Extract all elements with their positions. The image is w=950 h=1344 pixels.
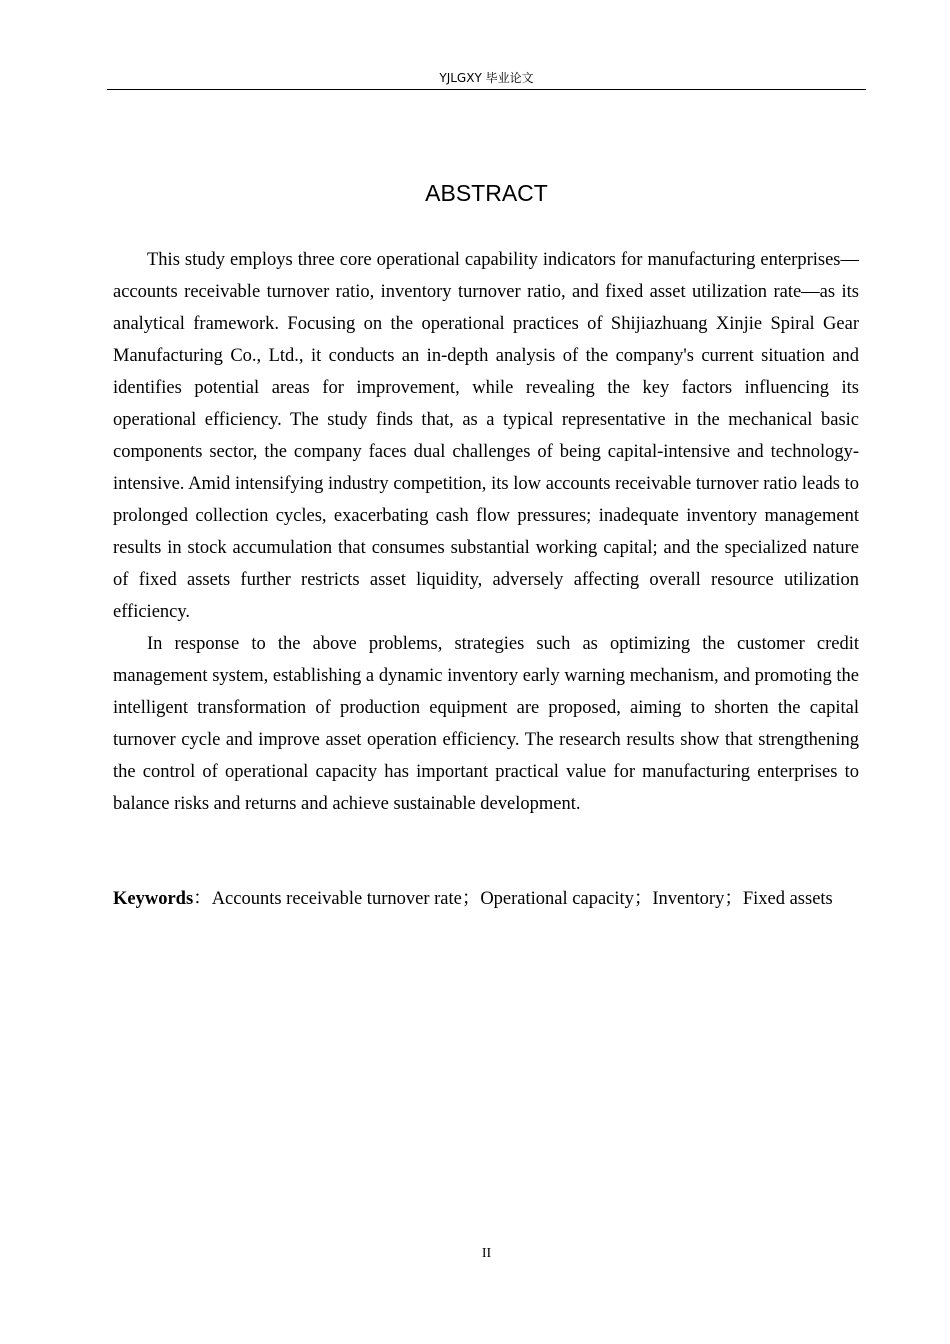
abstract-title: ABSTRACT [425,180,548,206]
abstract-paragraph-2: In response to the above problems, strategies such as optimizing the customer credit management system, establishing a dynamic inventory early warning mechanism, and promoting the intelligent transformation of production equipment are proposed, aiming to shorten the capital turnover cycle and improve asset operation efficiency. The research results show that strengthening the control of operational capacity has important practical value for manufacturing enterprises to balance risks and returns and achieve sustainable development. [113,634,859,814]
keywords-line [113,883,873,915]
abstract-body [113,244,859,820]
running-header: YJLGXY 毕业论文 [107,68,866,90]
keywords-label: Keywords [113,889,194,909]
keywords-separator: ： [193,889,212,909]
keywords-text: Accounts receivable turnover rate；Operational capacity；Inventory；Fixed assets [211,889,833,909]
page-number: II [481,1246,492,1261]
abstract-paragraph-1: This study employs three core operational capability indicators for manufacturing enterprises—accounts receivable turnover ratio, inventory turnover ratio, and fixed asset utilization rate—as its analytical framework. Focusing on the operational practices of Shijiazhuang Xinjie Spiral Gear Manufacturing Co., Ltd., it conducts an in-depth analysis of the company's current situation and identifies potential areas for improvement, while revealing the key factors influencing its operational efficiency. The study finds that, as a typical representative in the mechanical basic components sector, the company faces dual challenges of being capital-intensive and technology-intensive. Amid intensifying industry competition, its low accounts receivable turnover ratio leads to prolonged collection cycles, exacerbating cash flow pressures; inadequate inventory management results in stock accumulation that consumes substantial working capital; and the specialized nature of fixed assets further restricts asset liquidity, adversely affecting overall resource utilization efficiency. [113,250,859,622]
